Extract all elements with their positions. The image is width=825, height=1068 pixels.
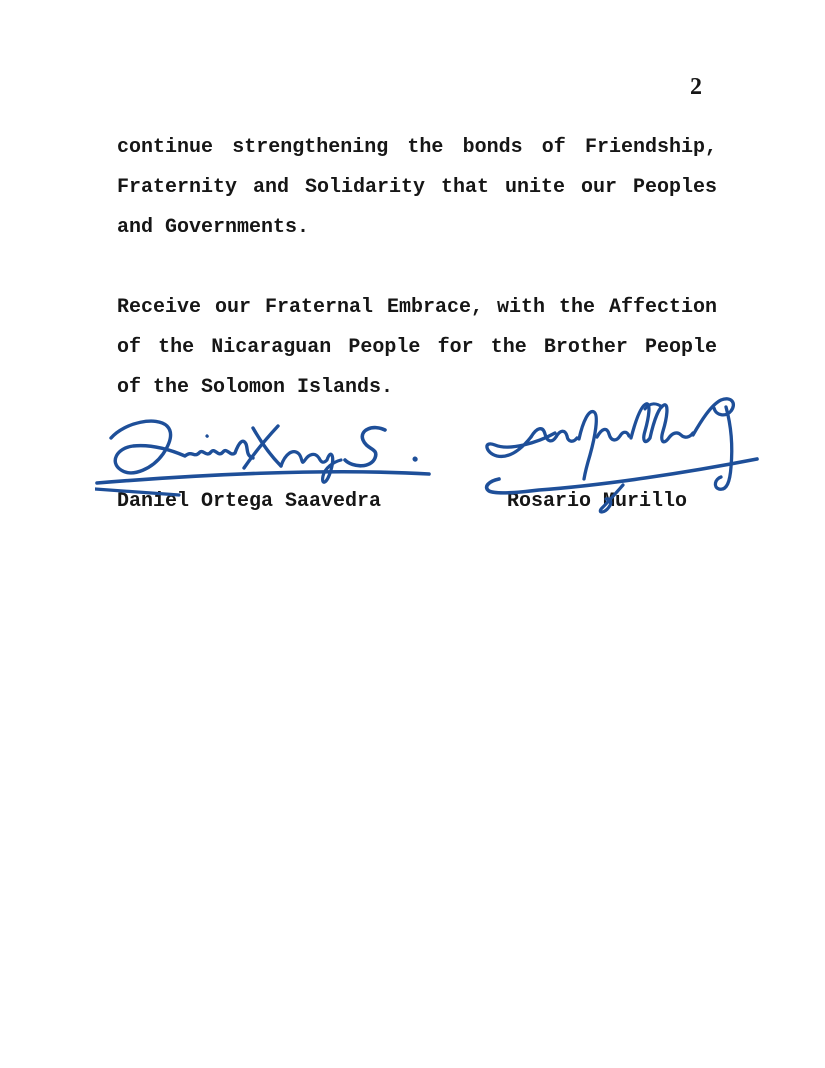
- paragraph-1: [117, 128, 717, 248]
- paragraph-line: Receive our Fraternal Embrace, with the Affection: [117, 296, 717, 319]
- signee-name-daniel-ortega: Daniel Ortega Saavedra: [117, 490, 382, 513]
- paragraph-line: of the Nicaraguan People for the Brother People: [117, 336, 717, 359]
- paragraph-line: of the Solomon Islands.: [117, 376, 394, 399]
- paragraph-line: continue strengthening the bonds of Friendship,: [117, 136, 717, 159]
- paragraph-line: and Governments.: [117, 216, 310, 239]
- daniel-ortega-signature-ink: [95, 398, 445, 498]
- paragraph-2: [117, 288, 717, 408]
- paragraph-line: Fraternity and Solidarity that unite our Peoples: [117, 176, 717, 199]
- signee-name-rosario-murillo: Rosario Murillo: [507, 490, 688, 513]
- page-number: 2: [690, 74, 702, 100]
